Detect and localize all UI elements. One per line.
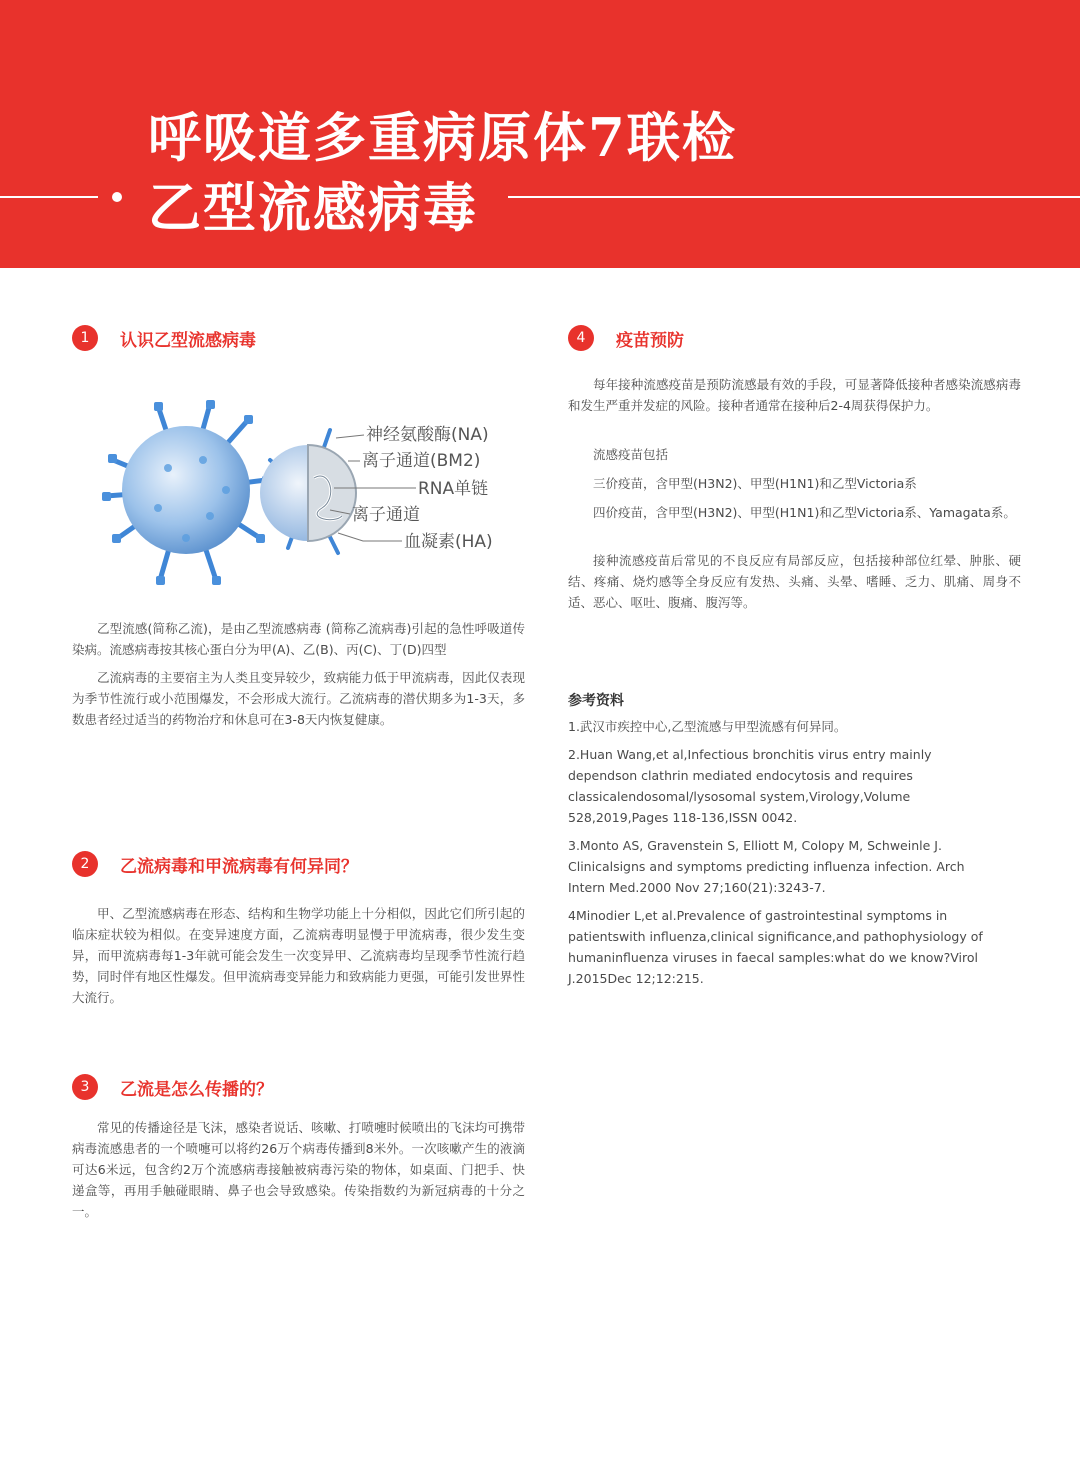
section-title: 乙流是怎么传播的？ — [120, 1079, 273, 1100]
section-title: 疫苗预防 — [616, 330, 684, 351]
virus-structure-diagram — [98, 398, 518, 588]
references-title: 参考资料 — [568, 693, 624, 709]
header-banner — [0, 0, 1080, 268]
section-number: 3 — [72, 1074, 98, 1100]
decorative-line-left — [0, 196, 98, 198]
section-number: 2 — [72, 851, 98, 877]
diagram-label-na: 神经氨酸酶(NA) — [366, 425, 489, 445]
reference-item: 4Minodier L,et al.Prevalence of gastrointestinal symptoms in patientswith influenza,clinical significance,and pathophysiology of humaninfluenza viruses in faecal samples:what do we know?Virol J.2015Dec 12;12:215. — [568, 908, 983, 986]
section-4-paragraph-4: 四价疫苗，含甲型(H3N2)、甲型(H1N1)和乙型Victoria系、Yamagata系。 — [593, 505, 1016, 520]
decorative-dot — [112, 192, 122, 202]
section-4-paragraph-3: 三价疫苗，含甲型(H3N2)、甲型(H1N1)和乙型Victoria系 — [593, 476, 917, 491]
decorative-line-right — [508, 196, 1080, 198]
diagram-label-ha: 血凝素(HA) — [404, 532, 493, 552]
reference-item: 2.Huan Wang,et al,Infectious bronchitis virus entry mainly dependson clathrin mediated endocytosis and requires classicalendosomal/lysosomal system,Virology,Volume 528,2019,Pages 118-136,ISSN 0042. — [568, 747, 932, 825]
page-title: 呼吸道多重病原体7联检 — [148, 107, 737, 169]
section-4-paragraph-5: 接种流感疫苗后常见的不良反应有局部反应，包括接种部位红晕、肿胀、硬结、疼痛、烧灼感等全身反应有发热、头痛、头晕、嗜睡、乏力、肌痛、周身不适、恶心、呕吐、腹痛、腹泻等。 — [568, 553, 1021, 610]
reference-item: 1.武汉市疾控中心,乙型流感与甲型流感有何异同。 — [568, 719, 847, 734]
diagram-label-ion-channel: 离子通道 — [352, 505, 420, 525]
section-title: 认识乙型流感病毒 — [120, 330, 256, 351]
section-number: 1 — [72, 325, 98, 351]
section-4-paragraph-2: 流感疫苗包括 — [593, 447, 669, 462]
section-3-paragraph: 常见的传播途径是飞沫，感染者说话、咳嗽、打喷嚏时候喷出的飞沫均可携带病毒流感患者的一个喷嚏可以将约26万个病毒传播到8米外。一次咳嗽产生的液滴可达6米远，包含约2万个流感病毒接触被病毒污染的物体，如桌面、门把手、快递盒等，再用手触碰眼睛、鼻子也会导致感染。传染指数约为新冠病毒的十分之一。 — [72, 1120, 525, 1219]
section-3-heading — [72, 1074, 273, 1100]
section-title: 乙流病毒和甲流病毒有何异同？ — [120, 856, 358, 877]
diagram-label-bm2: 离子通道(BM2) — [362, 451, 481, 471]
section-2-paragraph: 甲、乙型流感病毒在形态、结构和生物学功能上十分相似，因此它们所引起的临床症状较为相似。在变异速度方面，乙流病毒明显慢于甲流病毒，很少发生变异，而甲流病毒每1-3年就可能会发生一次变异甲、乙流病毒均呈现季节性流行趋势，同时伴有地区性爆发。但甲流病毒变异能力和致病能力更强，可能引发世界性大流行。 — [72, 906, 525, 1005]
section-1-paragraph-1: 乙型流感(简称乙流)，是由乙型流感病毒 (简称乙流病毒)引起的急性呼吸道传染病。流感病毒按其核心蛋白分为甲(A)、乙(B)、丙(C)、丁(D)四型 — [72, 621, 525, 657]
page-subtitle: 乙型流感病毒 — [148, 177, 478, 239]
section-number: 4 — [568, 325, 594, 351]
section-1-heading — [72, 325, 256, 351]
section-2-heading — [72, 851, 358, 877]
diagram-label-rna: RNA单链 — [418, 479, 489, 499]
section-4-heading — [568, 325, 684, 351]
section-1-paragraph-2: 乙流病毒的主要宿主为人类且变异较少，致病能力低于甲流病毒，因此仅表现为季节性流行或小范围爆发，不会形成大流行。乙流病毒的潜伏期多为1-3天，多数患者经过适当的药物治疗和休息可在3-8天内恢复健康。 — [72, 670, 525, 727]
reference-item: 3.Monto AS, Gravenstein S, Elliott M, Colopy M, Schweinle J. Clinicalsigns and symptoms predicting influenza infection. Arch Intern Med.2000 Nov 27;160(21):3243-7. — [568, 838, 965, 895]
section-4-paragraph-1: 每年接种流感疫苗是预防流感最有效的手段，可显著降低接种者感染流感病毒和发生严重并发症的风险。接种者通常在接种后2-4周获得保护力。 — [568, 377, 1021, 413]
